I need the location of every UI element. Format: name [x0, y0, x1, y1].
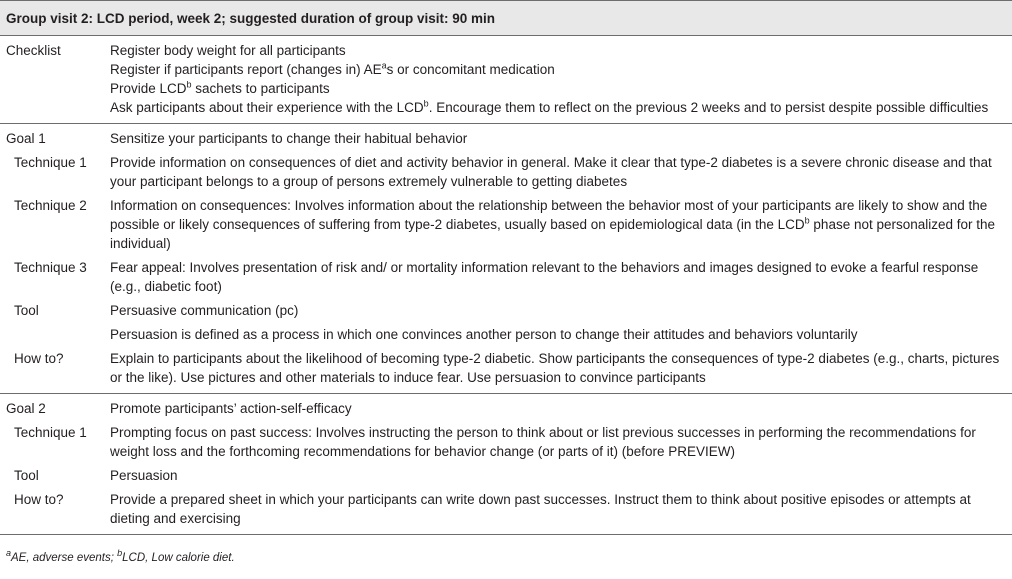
tool-text: Persuasion: [110, 468, 178, 483]
tool-definition: Persuasion is defined as a process in which one convinces another person to change their attitudes and behaviors voluntarily: [110, 327, 858, 342]
footnote-marker: b: [804, 215, 810, 226]
goal1-tool-definition-row: [0, 325, 1012, 344]
technique-text-part: Information on consequences: Involves information about the relationship between the behavior most of your participants are likely to show and the possible or likely consequences of suffering from type-2 diabetes, usually based on epidemiological data (in the LCD: [110, 198, 988, 232]
goal1-technique3-row: [0, 258, 1012, 296]
checklist-item: Register body weight for all participants: [110, 43, 346, 58]
checklist-items: [110, 41, 1012, 117]
goal2-tool-row: [0, 466, 1012, 485]
technique-text: Provide information on consequences of diet and activity behavior in general. Make it clear that type-2 diabetes is a severe chronic disease and that your participant belongs to a group of persons extremely vulnerable to getting diabetes: [110, 155, 992, 189]
goal2-howto-row: [0, 490, 1012, 528]
howto-text: Explain to participants about the likelihood of becoming type-2 diabetic. Show participants the consequences of type-2 diabetes (e.g., charts, pictures or the like). Use pictures and other materials to induce fear. Use persuasion to convince participants: [110, 351, 1000, 385]
goal1-technique2-row: [0, 196, 1012, 253]
checklist-item: [110, 79, 1006, 98]
goal1-row: [0, 129, 1012, 148]
footnote-marker: b: [423, 98, 429, 109]
footnote-marker: a: [381, 60, 387, 71]
goal1-section: [0, 124, 1012, 394]
technique-text-part: phase not personalized for the individual): [110, 217, 996, 251]
checklist-text: Register if participants report (changes in) AE: [110, 62, 382, 77]
howto-label: How to?: [14, 351, 64, 366]
goal1-tool-row: [0, 301, 1012, 320]
footnote-marker: b: [186, 79, 192, 90]
goal2-label: Goal 2: [6, 401, 46, 416]
goal2-row: [0, 399, 1012, 418]
checklist-text: sachets to participants: [191, 81, 330, 96]
goal1-howto-row: [0, 349, 1012, 387]
checklist-text: . Encourage them to reflect on the previous 2 weeks and to persist despite possible difficulties: [428, 100, 989, 115]
table-title: Group visit 2: LCD period, week 2; suggested duration of group visit: 90 min: [6, 10, 496, 26]
footnote-marker: a: [6, 548, 12, 559]
technique-text: Fear appeal: Involves presentation of risk and/ or mortality information relevant to the behaviors and images designed to evoke a fearful response (e.g., diabetic foot): [110, 260, 979, 294]
technique-label: Technique 1: [14, 425, 87, 440]
technique-text: Prompting focus on past success: Involves instructing the person to think about or list previous successes in performing the recommendations for weight loss and the forthcoming recommendations for behavior change (or parts of it) (before PREVIEW): [110, 425, 976, 459]
checklist-text: Provide LCD: [110, 81, 187, 96]
checklist-section: [0, 36, 1012, 124]
checklist-label: Checklist: [6, 43, 61, 58]
footnote-marker: b: [117, 548, 123, 559]
howto-text: Provide a prepared sheet in which your participants can write down past successes. Instruct them to think about positive episodes or attempts at dieting and exercising: [110, 492, 971, 526]
footnote-text: AE, adverse events;: [11, 552, 118, 564]
checklist-text: Ask participants about their experience with the LCD: [110, 100, 424, 115]
goal2-section: [0, 394, 1012, 535]
empty-label: [0, 325, 110, 344]
howto-label: How to?: [14, 492, 64, 507]
technique-label: Technique 1: [14, 155, 87, 170]
checklist-text: s or concomitant medication: [386, 62, 555, 77]
table-footnote: [0, 548, 1012, 564]
table-header: [0, 0, 1012, 36]
footnote-text: LCD, Low calorie diet.: [122, 552, 235, 564]
technique-label: Technique 3: [14, 260, 87, 275]
checklist-item: [110, 98, 1006, 117]
goal1-technique1-row: [0, 153, 1012, 191]
technique-label: Technique 2: [14, 198, 87, 213]
tool-label: Tool: [14, 303, 39, 318]
checklist-row: [0, 41, 1012, 117]
checklist-item: [110, 60, 1006, 79]
tool-text: Persuasive communication (pc): [110, 303, 299, 318]
goal1-text: Sensitize your participants to change their habitual behavior: [110, 131, 468, 146]
technique-text: [110, 196, 1012, 253]
tool-label: Tool: [14, 468, 39, 483]
goal2-text: Promote participants’ action-self-efficacy: [110, 401, 352, 416]
goal1-label: Goal 1: [6, 131, 46, 146]
goal2-technique1-row: [0, 423, 1012, 461]
